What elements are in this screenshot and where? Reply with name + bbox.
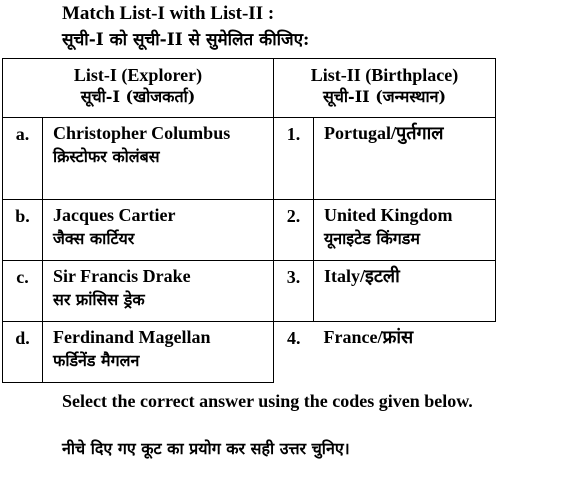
list1-item-hindi: फर्डिनेंड मैगलन — [53, 351, 140, 370]
list2-item-label: 3. — [274, 261, 314, 322]
list1-item-hindi: जैक्स कार्टियर — [53, 229, 135, 248]
table-row — [3, 322, 496, 383]
instruction-english: Select the correct answer using the codes given below. — [62, 391, 473, 411]
list2-item-text: France/फ्रांस — [323, 327, 414, 347]
list1-item-label: c. — [3, 261, 43, 322]
list2-item-hindi: यूनाइटेड किंगडम — [324, 229, 420, 248]
list1-item-hindi: सर फ्रांसिस ड्रेक — [53, 290, 145, 309]
list2-item-label: 2. — [274, 200, 314, 261]
table-row — [3, 118, 496, 200]
list1-header-hindi: सूची-I (खोजकर्ता) — [80, 87, 196, 106]
list2-header-hindi: सूची-II (जन्मस्थान) — [322, 87, 447, 106]
list1-item — [43, 200, 274, 261]
list2-item-text: United Kingdom — [324, 205, 453, 225]
list1-item-english: Christopher Columbus — [53, 123, 231, 143]
list1-item-label: d. — [3, 322, 43, 383]
list1-item-label: b. — [3, 200, 43, 261]
list1-item-label: a. — [3, 118, 43, 200]
list1-item-hindi: क्रिस्टोफर कोलंबस — [53, 147, 160, 166]
list1-item-english: Ferdinand Magellan — [53, 327, 211, 347]
list1-item — [43, 118, 274, 200]
list2-item — [314, 200, 496, 261]
list1-item — [43, 322, 274, 383]
list1-item-english: Sir Francis Drake — [53, 266, 191, 286]
table-row — [3, 200, 496, 261]
list2-header — [274, 59, 496, 118]
list2-item — [314, 261, 496, 322]
instruction-hindi: नीचे दिए गए कूट का प्रयोग कर सही उत्तर चुनिए। — [62, 439, 350, 458]
list2-item-text: Portugal/पुर्तगाल — [324, 123, 444, 143]
list1-header-english: List-I (Explorer) — [73, 65, 203, 85]
list2-item-label: 4. — [287, 328, 301, 348]
list2-item-text: Italy/इटली — [324, 266, 400, 286]
list2-item — [314, 118, 496, 200]
list1-header — [3, 59, 274, 118]
question-title-hindi: सूची-I को सूची-II से सुमेलित कीजिए: — [62, 30, 310, 50]
list2-header-english: List-II (Birthplace) — [310, 65, 459, 85]
list1-item-english: Jacques Cartier — [53, 205, 176, 225]
list1-item — [43, 261, 274, 322]
table-row — [3, 261, 496, 322]
question-title-english: Match List-I with List-II : — [62, 3, 275, 24]
match-table — [2, 58, 496, 383]
list2-item — [314, 322, 496, 383]
list2-item-label: 1. — [274, 118, 314, 200]
